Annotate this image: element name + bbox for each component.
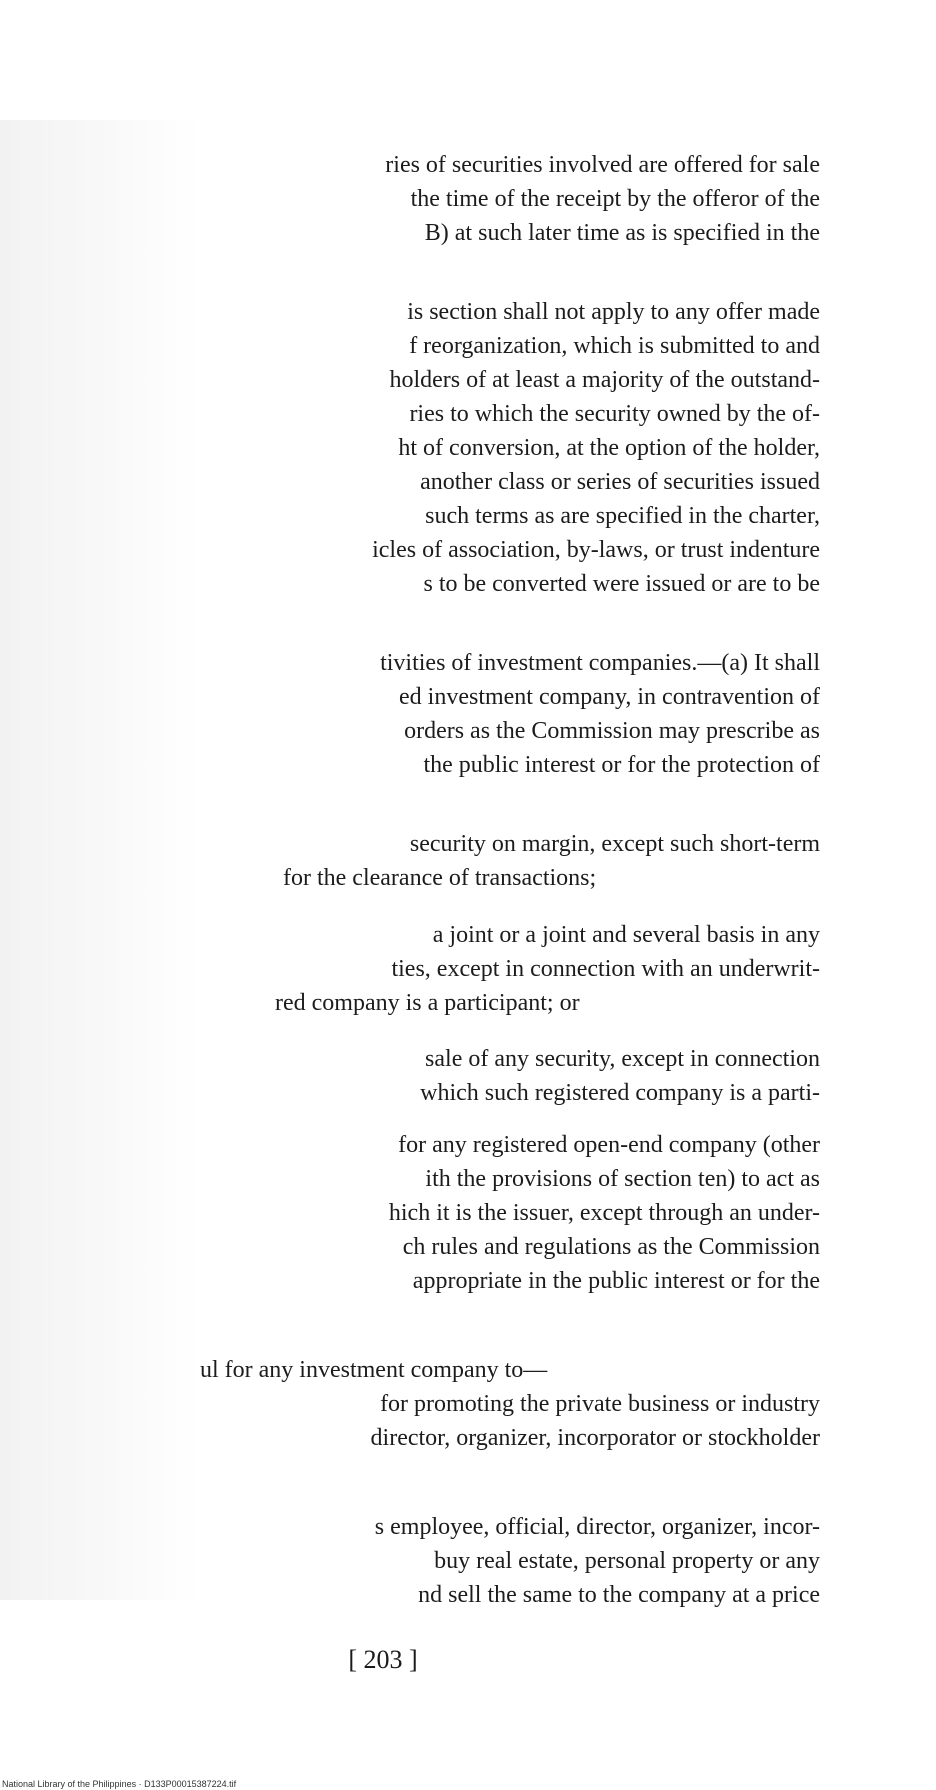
text-line: for the clearance of transactions; [283,865,597,891]
text-line: ties, except in connection with an underwrit- [391,956,820,982]
text-line: director, organizer, incorporator or stockholder [370,1425,820,1451]
text-line: B) at such later time as is specified in the [424,220,820,246]
text-line: ch rules and regulations as the Commission [402,1234,820,1260]
text-line: ht of conversion, at the option of the holder, [398,435,820,461]
text-line: hich it is the issuer, except through an under- [388,1200,820,1226]
text-line: icles of association, by-laws, or trust indenture [372,537,820,563]
text-line: f reorganization, which is submitted to and [409,333,820,359]
text-line: red company is a participant; or [275,990,580,1016]
text-block-8 [160,1353,820,1455]
text-line: s employee, official, director, organizer, incor- [374,1514,820,1540]
text-line: which such registered company is a parti- [420,1080,820,1106]
text-line: nd sell the same to the company at a price [418,1582,820,1608]
page-number: [ 203 ] [348,1645,418,1674]
text-line: ul for any investment company to— [200,1357,548,1383]
text-block-2 [160,295,820,601]
text-line: ries to which the security owned by the of- [409,401,820,427]
text-line: the public interest or for the protection of [423,752,820,778]
text-line: sale of any security, except in connection [425,1046,820,1072]
text-line: is section shall not apply to any offer made [407,299,820,325]
text-block-4 [160,827,820,895]
text-line: another class or series of securities issued [420,469,820,495]
text-line: for any registered open-end company (other [398,1132,820,1158]
text-line: holders of at least a majority of the outstand- [389,367,820,393]
text-line-heading: tivities of investment companies.—(a) It shall [380,650,820,676]
text-block-5 [160,918,820,1020]
text-block-6 [160,1042,820,1110]
text-line: ries of securities involved are offered for sale [385,152,820,178]
text-block-1 [160,148,820,250]
text-block-7 [160,1128,820,1298]
text-line: s to be converted were issued or are to be [423,571,820,597]
text-line: security on margin, except such short-term [409,831,820,857]
text-line: for promoting the private business or industry [380,1391,820,1417]
scan-footer-label: National Library of the Philippines · D133P00015387224.tif [2,1779,237,1789]
text-line: orders as the Commission may prescribe as [404,718,820,744]
text-line: appropriate in the public interest or for the [412,1268,820,1294]
text-line: ed investment company, in contravention of [399,684,820,710]
text-line: the time of the receipt by the offeror of the [410,186,820,212]
text-block-3 [160,646,820,782]
text-line: a joint or a joint and several basis in any [432,922,820,948]
text-line: such terms as are specified in the charter, [425,503,820,529]
text-line: buy real estate, personal property or any [434,1548,820,1574]
text-block-9 [160,1510,820,1612]
text-line: ith the provisions of section ten) to act as [425,1166,820,1192]
